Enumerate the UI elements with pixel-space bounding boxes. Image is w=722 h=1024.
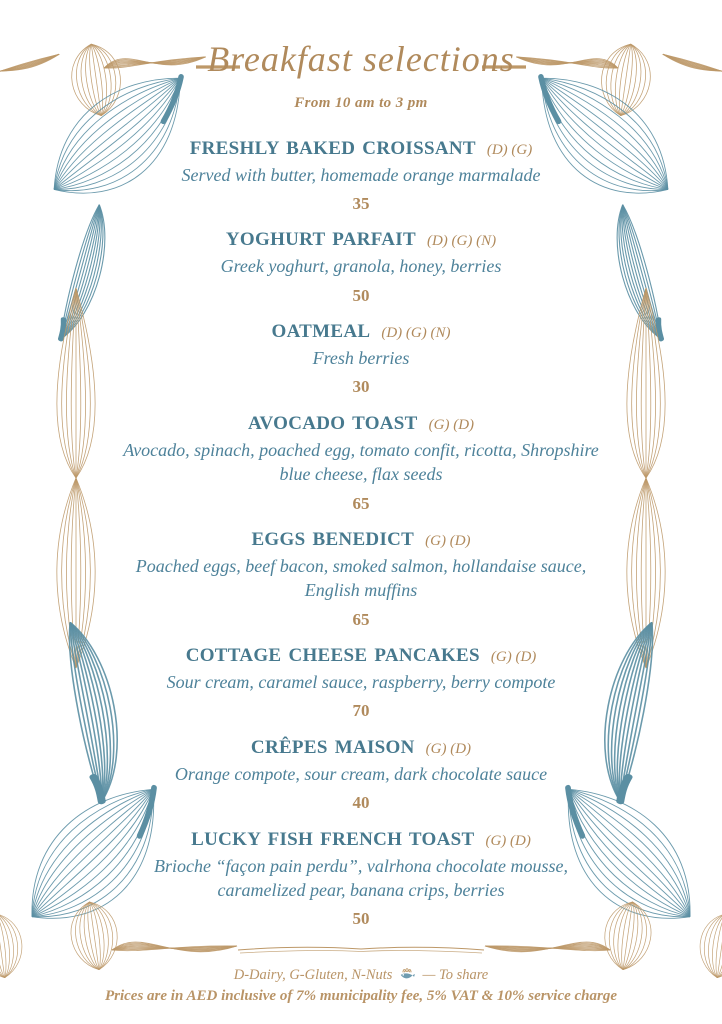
page-footer <box>0 964 722 1008</box>
item-price: 50 <box>352 909 370 929</box>
item-title-row <box>0 529 722 551</box>
item-name: YOGHURT PARFAIT <box>225 229 416 251</box>
item-title-row <box>0 138 722 160</box>
item-description: Sour cream, caramel sauce, raspberry, berry compote <box>166 672 556 693</box>
item-title-row <box>0 645 722 667</box>
item-name: CRÊPES MAISON <box>250 736 415 758</box>
item-allergens: (D) (G) <box>486 141 533 158</box>
page-subtitle: From 10 am to 3 pm <box>294 94 428 111</box>
item-allergens: (D) (G) (N) <box>381 325 451 342</box>
lucky-fish-logo-icon <box>397 964 417 984</box>
item-description: Brioche “façon pain perdu”, valrhona chocolate mousse, caramelized pear, banana crips, berries <box>154 855 568 901</box>
item-allergens: (D) (G) (N) <box>426 233 497 250</box>
item-name: EGGS BENEDICT <box>251 529 415 551</box>
item-price: 40 <box>352 793 370 813</box>
allergen-legend-line <box>0 964 722 986</box>
pricing-note: Prices are in AED inclusive of 7% municipality fee, 5% VAT & 10% service charge <box>104 988 618 1005</box>
item-description: Avocado, spinach, poached egg, tomato confit, ricotta, Shropshire blue cheese, flax seeds <box>123 439 599 485</box>
item-price: 30 <box>352 377 370 397</box>
item-description: Orange compote, sour cream, dark chocolate sauce <box>174 763 548 784</box>
share-note: — To share <box>422 967 489 984</box>
menu-item <box>0 413 722 516</box>
item-name: FRESHLY BAKED CROISSANT <box>189 137 476 159</box>
menu-item <box>0 645 722 724</box>
item-title-row <box>0 321 722 343</box>
item-name: LUCKY FISH FRENCH TOAST <box>191 828 475 850</box>
item-name: OATMEAL <box>271 321 371 343</box>
item-allergens: (G) (D) <box>425 740 472 757</box>
item-title-row <box>0 229 722 251</box>
item-allergens: (G) (D) <box>485 832 531 849</box>
item-price: 35 <box>352 193 370 213</box>
menu-item <box>0 529 722 632</box>
item-price: 70 <box>352 701 370 721</box>
item-description: Served with butter, homemade orange marmalade <box>181 164 541 185</box>
item-name: AVOCADO TOAST <box>247 412 418 434</box>
allergen-legend: D-Dairy, G-Gluten, N-Nuts <box>233 967 393 984</box>
item-description: Poached eggs, beef bacon, smoked salmon, hollandaise sauce, English muffins <box>135 556 587 601</box>
item-price: 50 <box>352 285 370 305</box>
menu-item <box>0 321 722 400</box>
item-price: 65 <box>352 609 370 629</box>
item-name: COTTAGE CHEESE PANCAKES <box>185 645 480 667</box>
menu-list <box>0 138 722 932</box>
item-price: 65 <box>352 493 370 513</box>
item-allergens: (G) (D) <box>425 533 471 550</box>
item-description: Greek yoghurt, granola, honey, berries <box>220 256 502 277</box>
item-description: Fresh berries <box>312 348 410 369</box>
item-title-row <box>0 737 722 759</box>
menu-item <box>0 829 722 932</box>
menu-item <box>0 737 722 816</box>
menu-item <box>0 138 722 217</box>
item-allergens: (G) (D) <box>428 416 475 433</box>
item-allergens: (G) (D) <box>490 649 537 666</box>
menu-item <box>0 229 722 308</box>
page-title: Breakfast selections <box>207 39 515 79</box>
item-title-row <box>0 413 722 435</box>
item-title-row <box>0 829 722 851</box>
